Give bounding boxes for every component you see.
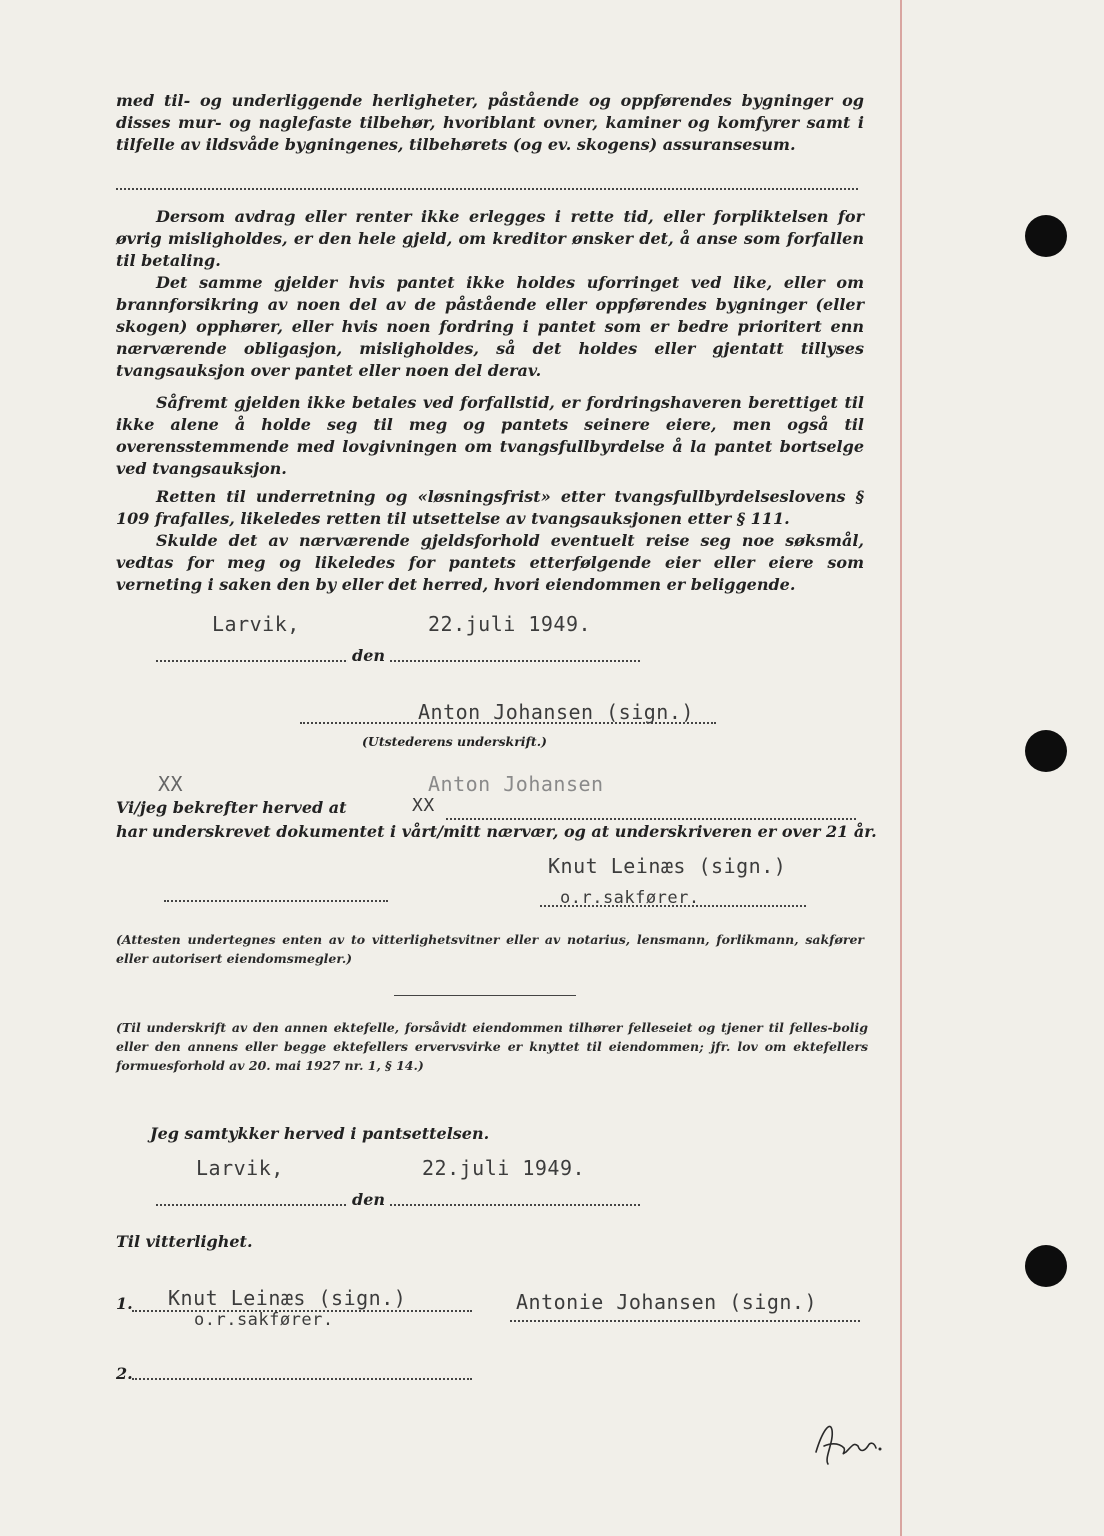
den-label: den — [352, 646, 385, 665]
dotted-line — [540, 905, 806, 907]
dotted-line — [164, 900, 388, 902]
spouse-signature: Antonie Johansen (sign.) — [516, 1290, 817, 1314]
witness2-number: 2. — [116, 1364, 133, 1383]
witness1-name: Knut Leinæs (sign.) — [168, 1286, 407, 1310]
signature-caption: (Utstederens underskrift.) — [362, 734, 547, 749]
consent-date: 22.juli 1949. — [422, 1156, 586, 1180]
consent-text: Jeg samtykker herved i pantsettelsen. — [150, 1124, 490, 1143]
issue-place: Larvik, — [212, 612, 300, 636]
venue-clause: Skulde det av nærværende gjeldsforhold eventuelt reise seg noe søksmål, vedtas for meg og likeledes for pantets etterfølgende eier eller eiere som verneting i saken den by eller det herred, hvori eiendommen er beliggende. — [116, 531, 864, 594]
issuer-signature: Anton Johansen (sign.) — [418, 700, 694, 724]
dotted-line — [510, 1320, 860, 1322]
waiver-clause: Retten til underretning og «løsningsfrist» etter tvangsfullbyrdelseslovens § 109 frafalles, likeledes retten til utsettelse av tvangsauksjonen etter § 111. — [116, 487, 864, 528]
consent-place: Larvik, — [196, 1156, 284, 1180]
dotted-line — [446, 818, 856, 820]
dotted-line — [132, 1378, 472, 1380]
handwritten-initials — [810, 1412, 890, 1472]
attestation-line2: har underskrevet dokumentet i vårt/mitt nærvær, og at underskriveren er over 21 år. — [116, 822, 877, 841]
dotted-line — [390, 660, 640, 662]
same-clause: Det samme gjelder hvis pantet ikke holdes uforringet ved like, eller om brannforsikring av noen del av de påstående eller oppførendes bygninger (eller skogen) opphører, eller hvis noen fordring i pantet som er bedre prioritert enn nærværende obligasjon, misligholdes, så det holdes eller gjentatt tillyses tvangsauksjon over pantet eller noen del derav. — [116, 273, 864, 380]
punch-hole — [1025, 1245, 1067, 1287]
witness-title: o.r.sakfører. — [560, 888, 700, 908]
attestation-xx: XX — [412, 795, 435, 816]
attested-name: Anton Johansen — [428, 772, 604, 796]
witness-signature: Knut Leinæs (sign.) — [548, 854, 787, 878]
spouse-note: (Til underskrift av den annen ektefelle, forsåvidt eiendommen tilhører felleseiet og tjener til felles-bolig eller den annens eller begge ektefellers ervervsvirke er knyttet til eiendommen; jfr. lov om ektefellers formuesforhold av 20. mai 1927 nr. 1, § 14.) — [116, 1020, 868, 1073]
default-clause: Dersom avdrag eller renter ikke erlegges i rette tid, eller forpliktelsen for øvrig misligholdes, er den hele gjeld, om kreditor ønsker det, å anse som forfallen til betaling. — [116, 207, 864, 270]
property-clause: med til- og underliggende herligheter, påstående og oppførendes bygninger og disses mur- og naglefaste tilbehør, hvoriblant ovner, kaminer og komfyrer samt i tilfelle av ildsvåde bygningenes, tilbehørets (og ev. skogens) assuransesum. — [116, 91, 864, 154]
witness1-title: o.r.sakfører. — [194, 1310, 334, 1330]
issue-date: 22.juli 1949. — [428, 612, 592, 636]
margin-line — [900, 0, 902, 1536]
den-label: den — [352, 1190, 385, 1209]
attestation-line1: Vi/jeg bekrefter herved at — [116, 798, 347, 817]
punch-hole — [1025, 730, 1067, 772]
dotted-line — [156, 1204, 346, 1206]
dotted-line — [390, 1204, 640, 1206]
punch-hole — [1025, 215, 1067, 257]
attestation-xx-top: XX — [158, 772, 184, 796]
dotted-line — [156, 660, 346, 662]
signature-line — [300, 722, 716, 724]
payment-clause: Såfremt gjelden ikke betales ved forfallstid, er fordringshaveren berettiget til ikke alene å holde seg til meg og pantets seinere eiere, men også til overensstemmende med lovgivningen om tvangsfullbyrdelse å la pantet bortselge ved tvangsauksjon. — [116, 393, 864, 478]
witness-heading: Til vitterlighet. — [116, 1232, 253, 1251]
attestation-note: (Attesten undertegnes enten av to vitterlighetsvitner eller av notarius, lensmann, forlikmann, sakfører eller autorisert eiendomsmegler.) — [116, 932, 864, 966]
divider-rule — [394, 995, 576, 996]
dotted-line — [116, 188, 858, 190]
witness1-number: 1. — [116, 1294, 133, 1313]
